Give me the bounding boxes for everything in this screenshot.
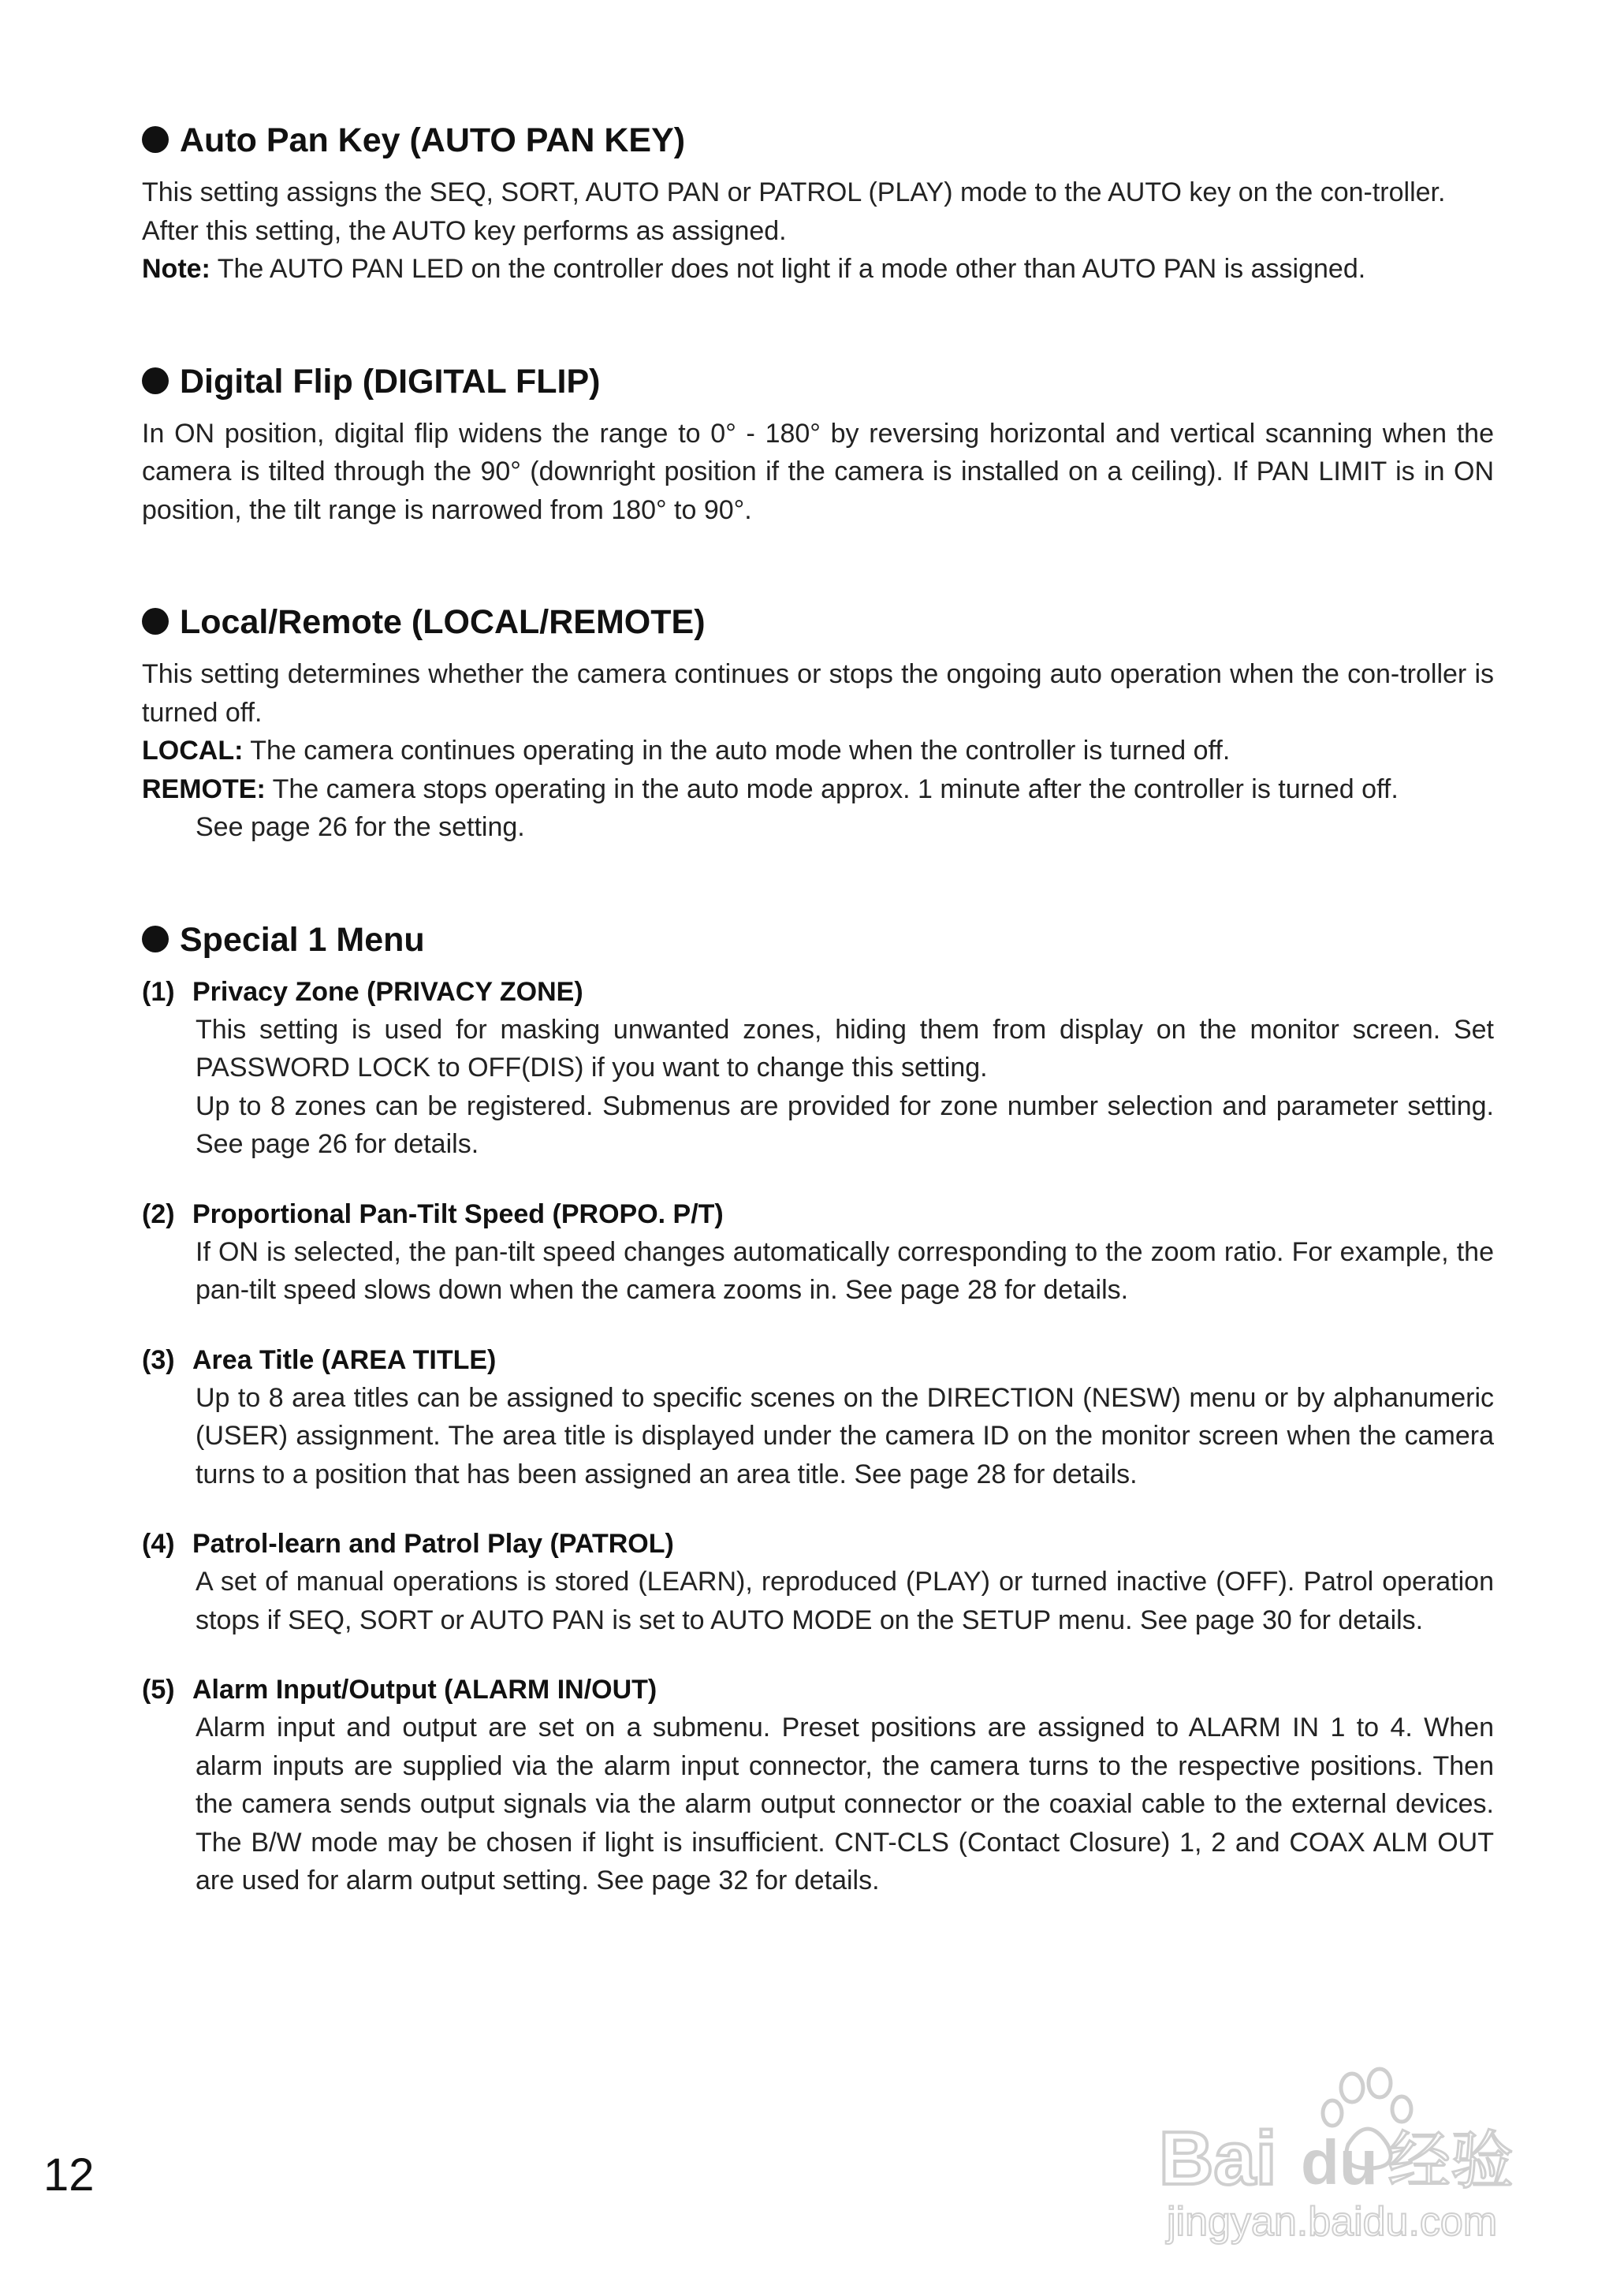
item-heading: Patrol-learn and Patrol Play (PATROL) — [192, 1529, 674, 1559]
sub-heading — [142, 973, 1494, 1011]
bullet-icon — [142, 608, 169, 635]
item-heading: Alarm Input/Output (ALARM IN/OUT) — [192, 1675, 657, 1705]
item-number: (4) — [142, 1529, 175, 1559]
item-number: (5) — [142, 1675, 175, 1705]
paragraph: This setting assigns the SEQ, SORT, AUTO PAN or PATROL (PLAY) mode to the AUTO key on the con-troller. — [142, 177, 1446, 207]
item-number: (1) — [142, 976, 175, 1007]
paragraph: This setting is used for masking unwanted zones, hiding them from display on the monitor screen. Set PASSWORD LOCK to OFF(DIS) if you want to change this setting. — [196, 1014, 1494, 1083]
sub-item-patrol — [142, 1525, 1494, 1639]
local-label: LOCAL: — [142, 736, 244, 766]
item-heading: Area Title (AREA TITLE) — [192, 1344, 497, 1375]
section-title: Auto Pan Key (AUTO PAN KEY) — [180, 121, 686, 159]
section-heading — [142, 918, 1494, 962]
bullet-icon — [142, 367, 169, 394]
remote-label: REMOTE: — [142, 773, 266, 804]
paragraph: Alarm input and output are set on a submenu. Preset positions are assigned to ALARM IN 1 to 4. When alarm inputs are supplied via the alarm input connector, the camera turns to the respective positions. Then the camera sends output signals via the alarm output connector or the coaxial cable to the external devices. The B/W mode may be chosen if light is insufficient. CNT-CLS (Contact Closure) 1, 2 and COAX ALM OUT are used for alarm output setting. See page 32 for details. — [196, 1713, 1494, 1895]
remote-definition — [142, 770, 1494, 809]
section-heading — [142, 118, 1494, 162]
sub-heading — [142, 1195, 1494, 1233]
section-heading — [142, 360, 1494, 404]
section-local-remote — [142, 600, 1494, 847]
watermark-url: jingyan.baidu.com — [1167, 2199, 1498, 2245]
section-auto-pan-key — [142, 118, 1494, 289]
paragraph: Up to 8 zones can be registered. Submenus are provided for zone number selection and parameter setting. See page 26 for details. — [196, 1090, 1494, 1159]
local-definition — [142, 732, 1494, 770]
remote-text: The camera stops operating in the auto mode approx. 1 minute after the controller is turned off. — [265, 773, 1399, 804]
sub-item-privacy-zone — [142, 973, 1494, 1164]
section-title: Special 1 Menu — [180, 920, 425, 959]
sub-item-alarm-in-out — [142, 1671, 1494, 1900]
paragraph: A set of manual operations is stored (LEARN), reproduced (PLAY) or turned inactive (OFF). Patrol operation stops if SEQ, SORT or AUTO PAN is set to AUTO MODE on the SETUP menu. See page 30 for details. — [196, 1567, 1494, 1635]
watermark-brand2: du — [1301, 2127, 1378, 2197]
item-heading: Privacy Zone (PRIVACY ZONE) — [192, 976, 583, 1007]
page-number: 12 — [43, 2149, 95, 2201]
section-digital-flip — [142, 360, 1494, 530]
see-page: See page 26 for the setting. — [196, 812, 525, 842]
section-special-1-menu — [142, 918, 1494, 1900]
section-heading — [142, 600, 1494, 644]
bullet-icon — [142, 126, 169, 153]
section-title: Local/Remote (LOCAL/REMOTE) — [180, 603, 706, 641]
paragraph: After this setting, the AUTO key performs as assigned. — [142, 215, 787, 246]
note-label: Note: — [142, 254, 210, 284]
baidu-logo-icon — [1151, 2066, 1545, 2247]
watermark-cn: 经验 — [1387, 2124, 1514, 2197]
watermark — [1151, 2066, 1545, 2251]
item-number: (3) — [142, 1344, 175, 1375]
paragraph: If ON is selected, the pan-tilt speed changes automatically corresponding to the zoom ratio. For example, the pan-tilt speed slows down when the camera zooms in. See page 28 for details. — [196, 1236, 1494, 1305]
sub-item-propo-pt — [142, 1195, 1494, 1310]
note — [142, 250, 1494, 289]
paragraph: This setting determines whether the camera continues or stops the ongoing auto operation when the con-troller is turned off. — [142, 659, 1494, 728]
section-title: Digital Flip (DIGITAL FLIP) — [180, 362, 601, 401]
paragraph: Up to 8 area titles can be assigned to specific scenes on the DIRECTION (NESW) menu or by alphanumeric (USER) assignment. The area title is displayed under the camera ID on the monitor screen when the camera turns to a position that has been assigned an area title. See page 28 for details. — [196, 1382, 1494, 1489]
local-text: The camera continues operating in the auto mode when the controller is turned off. — [243, 736, 1231, 766]
sub-heading — [142, 1525, 1494, 1563]
sub-item-area-title — [142, 1341, 1494, 1494]
sub-heading — [142, 1341, 1494, 1379]
item-number: (2) — [142, 1198, 175, 1229]
paragraph: In ON position, digital flip widens the range to 0° - 180° by reversing horizontal and vertical scanning when the camera is tilted through the 90° (downright position if the camera is installed on a ceiling). If PAN LIMIT is in ON position, the tilt range is narrowed from 180° to 90°. — [142, 418, 1494, 525]
sub-heading — [142, 1671, 1494, 1709]
item-heading: Proportional Pan-Tilt Speed (PROPO. P/T) — [192, 1198, 724, 1229]
note-text: The AUTO PAN LED on the controller does not light if a mode other than AUTO PAN is assigned. — [210, 254, 1366, 284]
bullet-icon — [142, 926, 169, 952]
page-content — [142, 118, 1494, 1900]
watermark-brand: Bai — [1159, 2116, 1277, 2201]
